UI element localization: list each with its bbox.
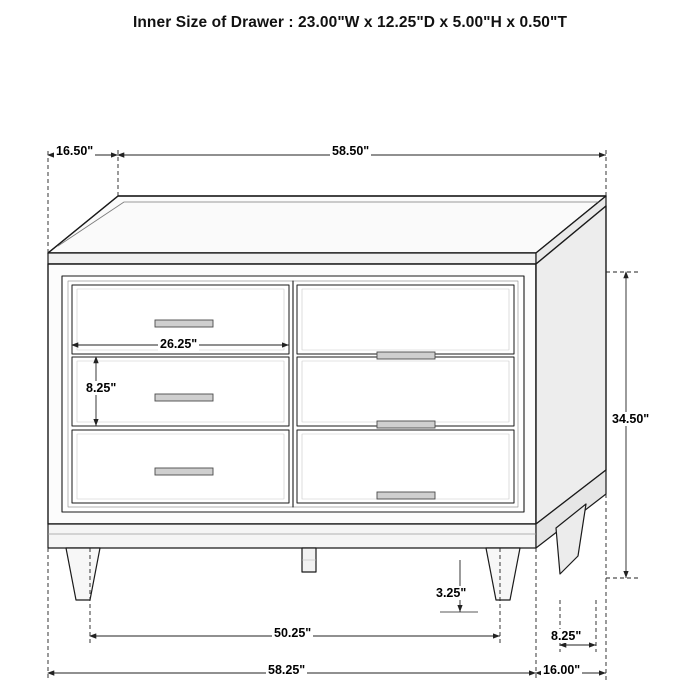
dim-width-top: 58.50" xyxy=(332,144,370,158)
dim-drawer-height: 8.25" xyxy=(86,381,117,395)
dim-base-width: 58.25" xyxy=(268,663,306,677)
dim-total-height: 34.50" xyxy=(612,412,650,426)
page-title: Inner Size of Drawer : 23.00"W x 12.25"D x 5.00"H x 0.50"T xyxy=(132,14,568,31)
dim-base-inner-width: 50.25" xyxy=(274,626,312,640)
dim-leg-clearance: 3.25" xyxy=(436,586,467,600)
dim-drawer-width: 26.25" xyxy=(160,337,198,351)
dim-base-depth: 16.00" xyxy=(543,663,581,677)
dim-depth-top-left: 16.50" xyxy=(56,144,94,158)
dim-base-height: 8.25" xyxy=(551,629,582,643)
